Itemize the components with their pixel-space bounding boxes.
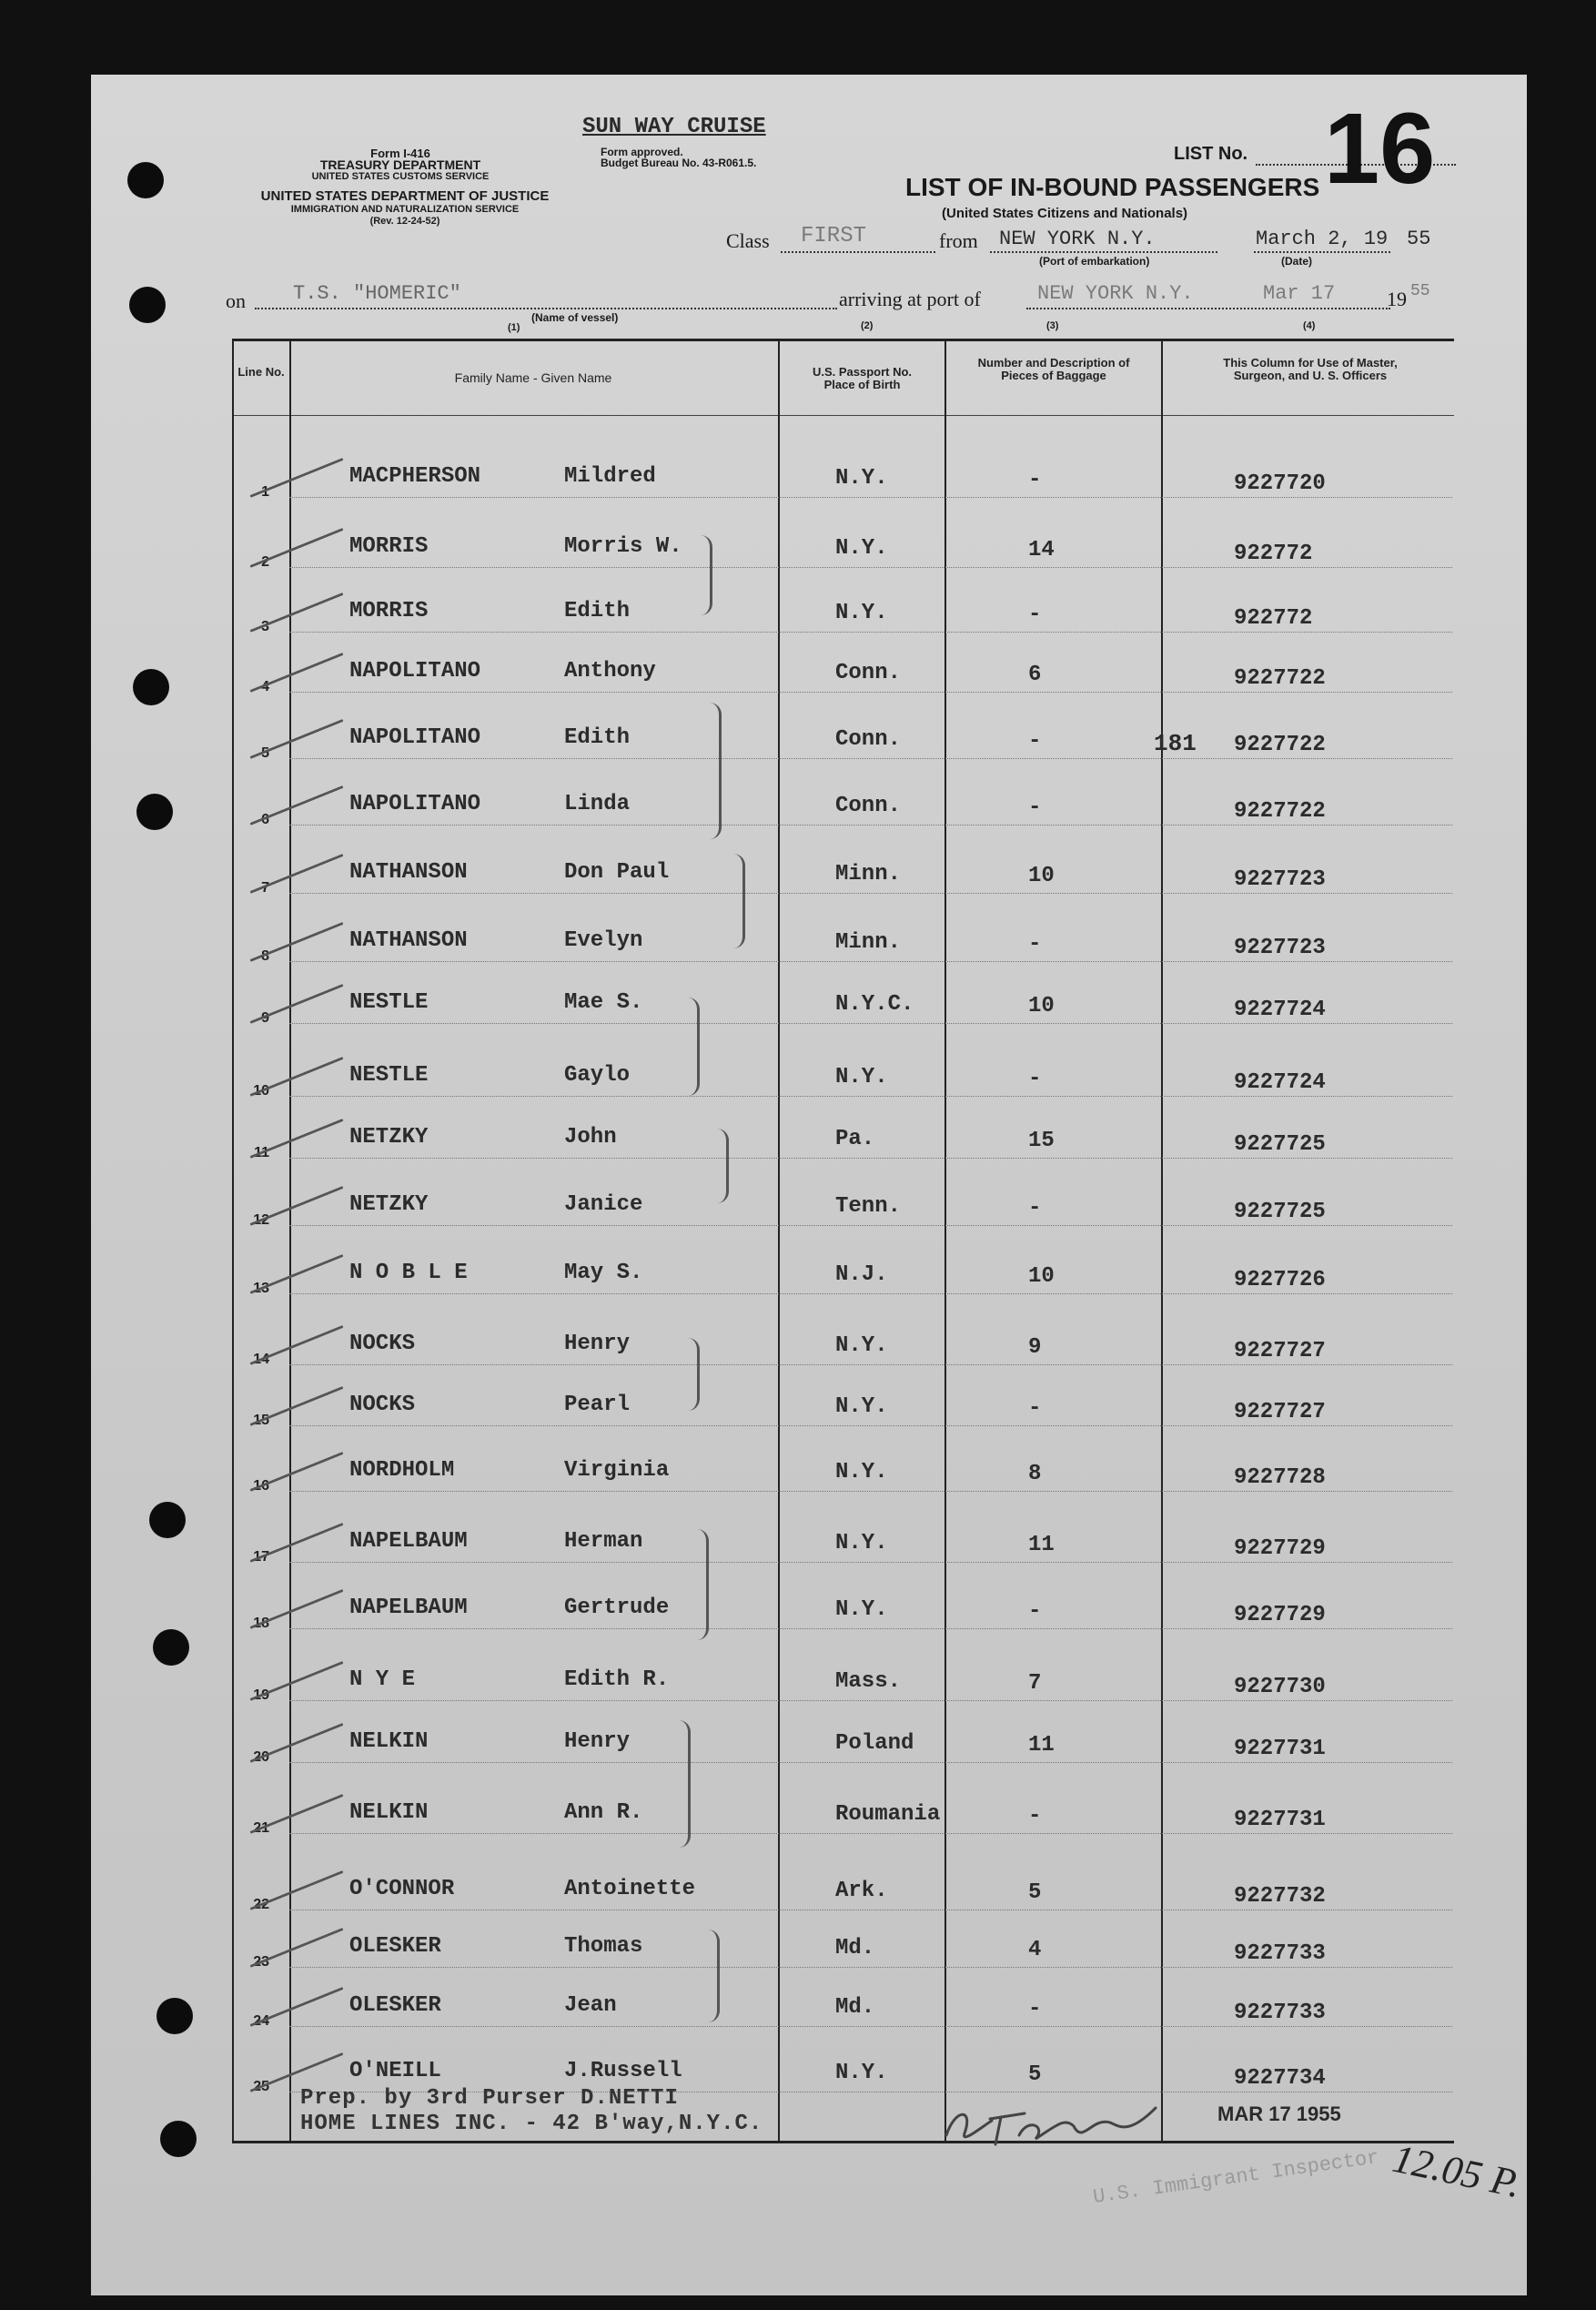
place-of-birth: Ark. xyxy=(835,1879,888,1903)
punch-hole xyxy=(129,287,166,323)
col-header-line: Line No. xyxy=(237,365,285,379)
baggage-count: 10 xyxy=(1028,994,1055,1018)
line-number: 12 xyxy=(253,1212,269,1228)
line-number: 21 xyxy=(253,1820,269,1836)
given-name: Edith R. xyxy=(564,1667,670,1692)
customs-service: UNITED STATES CUSTOMS SERVICE xyxy=(311,171,490,182)
margin-note: 12.05 P. xyxy=(1389,2135,1525,2207)
line-number: 7 xyxy=(261,880,269,896)
home-lines: HOME LINES INC. - 42 B'way,N.Y.C. xyxy=(300,2112,763,2136)
row-separator xyxy=(289,1293,1452,1295)
table-top-border xyxy=(232,339,1454,341)
officer-code: 9227730 xyxy=(1234,1675,1326,1699)
punch-hole xyxy=(153,1629,189,1666)
row-separator xyxy=(289,2026,1452,2028)
given-name: Mildred xyxy=(564,464,656,489)
line-number: 23 xyxy=(253,1954,269,1970)
family-name: NATHANSON xyxy=(349,928,468,953)
family-name: O'NEILL xyxy=(349,2059,441,2083)
family-name: NAPOLITANO xyxy=(349,659,481,684)
row-separator xyxy=(289,1562,1452,1564)
budget-bureau: Budget Bureau No. 43-R061.5. xyxy=(601,157,757,169)
row-separator xyxy=(289,1910,1452,1911)
family-name: OLESKER xyxy=(349,1934,441,1959)
manifest-title: LIST OF IN-BOUND PASSENGERS xyxy=(905,173,1320,201)
line-number: 5 xyxy=(261,745,269,761)
place-of-birth: Tenn. xyxy=(835,1194,902,1219)
caption-3: (3) xyxy=(1046,320,1059,331)
place-of-birth: N.J. xyxy=(835,1262,888,1287)
caption-4: (4) xyxy=(1303,320,1316,331)
line-number: 3 xyxy=(261,619,269,634)
line-number: 16 xyxy=(253,1478,269,1494)
arriving-label: arriving at port of xyxy=(839,288,981,310)
given-name: May S. xyxy=(564,1261,643,1285)
officer-code: 9227722 xyxy=(1234,799,1326,824)
officer-code: 9227726 xyxy=(1234,1268,1326,1292)
caption-1: (1) xyxy=(508,322,520,333)
baggage-count: 5 xyxy=(1028,2062,1042,2087)
place-of-birth: N.Y. xyxy=(835,466,888,491)
family-name: NAPOLITANO xyxy=(349,792,481,816)
officer-code: 9227734 xyxy=(1234,2066,1326,2091)
class-line xyxy=(781,251,935,253)
officer-code: 9227727 xyxy=(1234,1400,1326,1424)
row-separator xyxy=(289,1491,1452,1493)
given-name: Edith xyxy=(564,599,631,623)
place-of-birth: N.Y. xyxy=(835,601,888,625)
row-separator xyxy=(289,1158,1452,1160)
revision-date: (Rev. 12-24-52) xyxy=(369,216,440,227)
given-name: Edith xyxy=(564,725,631,750)
form-approved: Form approved. xyxy=(601,146,683,158)
row-separator xyxy=(289,692,1452,694)
line-number: 24 xyxy=(253,2013,269,2029)
place-of-birth: N.Y. xyxy=(835,2061,888,2085)
given-name: Herman xyxy=(564,1529,643,1554)
place-of-birth: N.Y. xyxy=(835,1333,888,1358)
baggage-count: 6 xyxy=(1028,663,1042,687)
line-number: 10 xyxy=(253,1083,269,1099)
manifest-subtitle: (United States Citizens and Nationals) xyxy=(942,206,1188,221)
date-embarkation: March 2, 19 xyxy=(1256,228,1389,250)
place-of-birth: Conn. xyxy=(835,661,902,685)
punch-hole xyxy=(133,669,169,705)
place-of-birth: Conn. xyxy=(835,727,902,752)
port-embark-caption: (Port of embarkation) xyxy=(1039,255,1150,268)
baggage-count: 7 xyxy=(1028,1671,1042,1696)
officer-code: 9227723 xyxy=(1234,936,1326,960)
punch-hole xyxy=(160,2121,197,2157)
place-of-birth: Md. xyxy=(835,1995,875,2020)
given-name: Pearl xyxy=(564,1393,631,1417)
place-of-birth: Pa. xyxy=(835,1127,875,1151)
baggage-count: 10 xyxy=(1028,864,1055,888)
given-name: Mae S. xyxy=(564,990,643,1015)
family-name: OLESKER xyxy=(349,1993,441,2018)
col-header-baggage: Number and Description of Pieces of Baggage xyxy=(977,356,1130,382)
ins-service: IMMIGRATION AND NATURALIZATION SERVICE xyxy=(290,204,520,215)
punch-hole xyxy=(149,1502,186,1538)
officer-code: 922772 xyxy=(1234,542,1313,566)
baggage-count: 4 xyxy=(1028,1938,1042,1962)
given-name: Evelyn xyxy=(564,928,643,953)
col-border-line xyxy=(289,339,291,2143)
vessel-line xyxy=(255,308,837,309)
row-separator xyxy=(289,961,1452,963)
baggage-count: - xyxy=(1028,468,1042,492)
family-name: N Y E xyxy=(349,1667,416,1692)
officer-code: 9227728 xyxy=(1234,1465,1326,1490)
place-of-birth: Roumania xyxy=(835,1802,941,1827)
row-separator xyxy=(289,1762,1452,1764)
family-name: O'CONNOR xyxy=(349,1877,455,1901)
baggage-count: 9 xyxy=(1028,1335,1042,1360)
list-number: 16 xyxy=(1324,93,1436,205)
list-no-label: LIST No. xyxy=(1174,144,1248,164)
place-of-birth: Md. xyxy=(835,1936,875,1960)
place-of-birth: N.Y. xyxy=(835,1597,888,1622)
on-label: on xyxy=(226,289,246,312)
baggage-count: - xyxy=(1028,1196,1042,1221)
family-bracket xyxy=(697,1529,709,1640)
baggage-count: - xyxy=(1028,1599,1042,1624)
date-embark-year: 55 xyxy=(1407,228,1431,250)
year-arrival: 55 xyxy=(1410,282,1430,300)
baggage-count: - xyxy=(1028,1804,1042,1829)
from-label: from xyxy=(939,229,978,252)
row-separator xyxy=(289,1364,1452,1366)
row-separator xyxy=(289,825,1452,826)
from-line xyxy=(990,251,1217,253)
punch-hole xyxy=(127,162,164,198)
baggage-count: - xyxy=(1028,1997,1042,2021)
baggage-count: 10 xyxy=(1028,1264,1055,1289)
family-bracket xyxy=(688,1338,700,1411)
family-name: NETZKY xyxy=(349,1192,429,1217)
family-name: MORRIS xyxy=(349,534,429,559)
officer-code: 9227732 xyxy=(1234,1884,1326,1909)
baggage-count: - xyxy=(1028,795,1042,820)
family-name: NAPOLITANO xyxy=(349,725,481,750)
family-bracket xyxy=(717,1129,729,1203)
line-number: 20 xyxy=(253,1749,269,1765)
place-of-birth: Minn. xyxy=(835,930,902,955)
line-number: 9 xyxy=(261,1010,269,1026)
family-bracket xyxy=(688,998,700,1096)
family-bracket xyxy=(708,1930,720,2022)
row-separator xyxy=(289,632,1452,633)
row-separator xyxy=(289,1628,1452,1630)
row-separator xyxy=(289,1096,1452,1098)
officer-code: 9227729 xyxy=(1234,1536,1326,1561)
row-separator xyxy=(289,567,1452,569)
officer-code: 9227723 xyxy=(1234,867,1326,892)
officer-code: 9227722 xyxy=(1234,666,1326,691)
line-number: 6 xyxy=(261,812,269,827)
given-name: Jean xyxy=(564,1993,617,2018)
given-name: Gertrude xyxy=(564,1596,670,1620)
place-of-birth: Poland xyxy=(835,1731,914,1756)
family-name: NAPELBAUM xyxy=(349,1529,468,1554)
place-of-birth: N.Y. xyxy=(835,1460,888,1484)
date-line xyxy=(1254,251,1390,253)
family-name: NOCKS xyxy=(349,1332,416,1356)
col-border-passport xyxy=(944,339,946,2143)
given-name: Antoinette xyxy=(564,1877,696,1901)
family-name: NESTLE xyxy=(349,1063,429,1088)
line-number: 11 xyxy=(254,1145,269,1160)
caption-2: (2) xyxy=(861,320,874,331)
class-label: Class xyxy=(726,229,770,252)
line-number: 2 xyxy=(261,554,269,570)
justice-dept: UNITED STATES DEPARTMENT OF JUSTICE xyxy=(260,188,550,204)
line-number: 8 xyxy=(261,948,269,964)
baggage-count: - xyxy=(1028,1067,1042,1091)
family-name: MACPHERSON xyxy=(349,464,481,489)
given-name: Linda xyxy=(564,792,631,816)
prepared-by: Prep. by 3rd Purser D.NETTI xyxy=(300,2086,679,2111)
line-number: 14 xyxy=(253,1352,269,1367)
officer-code: 9227720 xyxy=(1234,471,1326,496)
vessel-name: T.S. "HOMERIC" xyxy=(293,282,461,305)
baggage-count: - xyxy=(1028,603,1042,627)
year-arrival-prefix: 19 xyxy=(1387,288,1407,310)
col-border-name xyxy=(778,339,780,2143)
baggage-count: 5 xyxy=(1028,1880,1042,1905)
given-name: Don Paul xyxy=(564,860,670,885)
given-name: Henry xyxy=(564,1332,631,1356)
date-stamp: MAR 17 1955 xyxy=(1217,2102,1341,2125)
place-of-birth: N.Y.C. xyxy=(835,992,914,1017)
family-bracket xyxy=(710,703,722,839)
given-name: Thomas xyxy=(564,1934,643,1959)
family-name: NAPELBAUM xyxy=(349,1596,468,1620)
baggage-count: 14 xyxy=(1028,538,1055,562)
given-name: Virginia xyxy=(564,1458,670,1483)
baggage-count: 11 xyxy=(1028,1733,1055,1758)
given-name: J.Russell xyxy=(564,2059,682,2083)
place-of-birth: N.Y. xyxy=(835,1065,888,1089)
officer-code: 9227722 xyxy=(1234,733,1326,757)
baggage-count: 11 xyxy=(1028,1533,1055,1557)
row-separator xyxy=(289,1023,1452,1025)
place-of-birth: Minn. xyxy=(835,862,902,887)
family-name: NORDHOLM xyxy=(349,1458,455,1483)
row-separator xyxy=(289,893,1452,895)
place-of-birth: N.Y. xyxy=(835,1394,888,1419)
class-value: FIRST xyxy=(801,224,867,248)
family-name: NATHANSON xyxy=(349,860,468,885)
line-number: 25 xyxy=(253,2079,269,2094)
port-embarkation: NEW YORK N.Y. xyxy=(999,228,1156,250)
inspector-stamp: U.S. Immigrant Inspector xyxy=(1091,2146,1381,2209)
family-name: NELKIN xyxy=(349,1729,429,1754)
col-header-passport: U.S. Passport No. Place of Birth xyxy=(812,365,913,391)
given-name: Janice xyxy=(564,1192,643,1217)
form-number: Form I-416 xyxy=(370,147,430,160)
vessel-caption: (Name of vessel) xyxy=(531,311,619,324)
place-of-birth: N.Y. xyxy=(835,536,888,561)
line-number: 18 xyxy=(253,1616,269,1631)
baggage-count: - xyxy=(1028,932,1042,957)
header-bottom-border xyxy=(232,415,1454,416)
col-border-left xyxy=(232,339,234,2143)
place-of-birth: N.Y. xyxy=(835,1531,888,1555)
line-number: 1 xyxy=(261,484,269,500)
family-bracket xyxy=(679,1720,691,1848)
given-name: Anthony xyxy=(564,659,656,684)
officer-code: 9227724 xyxy=(1234,998,1326,1022)
port-arrival: NEW YORK N.Y. xyxy=(1037,282,1194,305)
row-separator xyxy=(289,497,1452,499)
place-of-birth: Mass. xyxy=(835,1669,902,1694)
punch-hole xyxy=(136,794,173,830)
officer-code: 9227724 xyxy=(1234,1070,1326,1095)
officer-code: 9227729 xyxy=(1234,1603,1326,1627)
officer-code: 9227731 xyxy=(1234,1737,1326,1761)
family-bracket xyxy=(701,535,712,615)
officer-code: 9227725 xyxy=(1234,1132,1326,1157)
line-number: 19 xyxy=(253,1687,269,1703)
col-border-baggage xyxy=(1161,339,1163,2143)
family-name: NESTLE xyxy=(349,990,429,1015)
annotation-181: 181 xyxy=(1154,730,1197,757)
row-separator xyxy=(289,1967,1452,1969)
given-name: Ann R. xyxy=(564,1800,643,1825)
family-name: NELKIN xyxy=(349,1800,429,1825)
given-name: Henry xyxy=(564,1729,631,1754)
date-caption: (Date) xyxy=(1281,255,1313,268)
row-separator xyxy=(289,1225,1452,1227)
treasury-dept: TREASURY DEPARTMENT xyxy=(319,157,481,172)
officer-code: 9227733 xyxy=(1234,1941,1326,1966)
row-separator xyxy=(289,758,1452,760)
date-arrival: Mar 17 xyxy=(1263,282,1336,305)
baggage-count: - xyxy=(1028,729,1042,754)
given-name: Morris W. xyxy=(564,534,682,559)
given-name: Gaylo xyxy=(564,1063,631,1088)
line-number: 15 xyxy=(253,1413,269,1428)
baggage-count: - xyxy=(1028,1396,1042,1421)
family-name: NETZKY xyxy=(349,1125,429,1150)
punch-hole xyxy=(157,1998,193,2034)
family-name: MORRIS xyxy=(349,599,429,623)
line-number: 4 xyxy=(261,679,269,694)
officer-code: 9227733 xyxy=(1234,2001,1326,2025)
line-number: 22 xyxy=(253,1897,269,1912)
line-number: 13 xyxy=(253,1281,269,1296)
officer-code: 9227731 xyxy=(1234,1808,1326,1832)
col-header-officers: This Column for Use of Master, Surgeon, and U. S. Officers xyxy=(1223,356,1398,382)
officer-code: 922772 xyxy=(1234,606,1313,631)
officer-code: 9227725 xyxy=(1234,1200,1326,1224)
row-separator xyxy=(289,1833,1452,1835)
inspector-signature xyxy=(937,2090,1174,2157)
row-separator xyxy=(289,1425,1452,1427)
officer-code: 9227727 xyxy=(1234,1339,1326,1363)
line-number: 17 xyxy=(253,1549,269,1565)
family-name: NOCKS xyxy=(349,1393,416,1417)
baggage-count: 15 xyxy=(1028,1129,1055,1153)
family-bracket xyxy=(733,854,745,948)
cruise-stamp: SUN WAY CRUISE xyxy=(582,115,766,139)
given-name: John xyxy=(564,1125,617,1150)
baggage-count: 8 xyxy=(1028,1462,1042,1486)
arrival-line xyxy=(1026,308,1390,309)
row-separator xyxy=(289,1700,1452,1702)
table-bottom-border xyxy=(232,2141,1454,2143)
col-header-name: Family Name - Given Name xyxy=(454,370,612,385)
family-name: N O B L E xyxy=(349,1261,468,1285)
place-of-birth: Conn. xyxy=(835,794,902,818)
